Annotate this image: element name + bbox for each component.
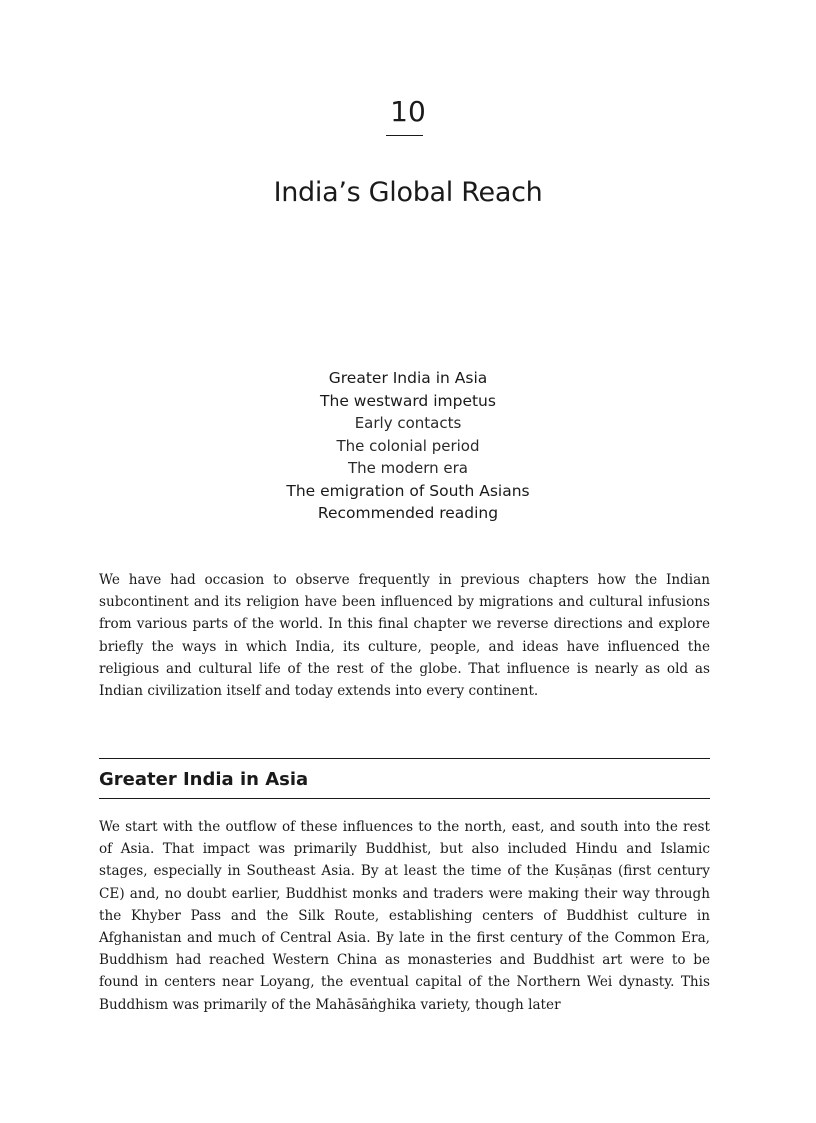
contents-item: Greater India in Asia xyxy=(328,369,488,387)
section-heading-rule-top xyxy=(99,758,710,759)
contents-item: The westward impetus xyxy=(320,391,496,410)
contents-subitem: Early contacts xyxy=(354,414,462,432)
section-heading-rule-bottom xyxy=(99,798,710,799)
contents-subitem: The modern era xyxy=(348,459,468,477)
chapter-contents xyxy=(0,367,816,525)
contents-item: The emigration of South Asians xyxy=(286,481,530,500)
contents-subitem: The colonial period xyxy=(336,436,480,455)
section-paragraph: We start with the outflow of these influences to the north, east, and south into the rest of Asia. That impact was primarily Buddhist, but also included Hindu and Islamic stages, especially in Southeast Asia. By at least the time of the Kuṣāṇas (first century CE) and, no doubt earlier, Buddhist monks and traders were making their way through the Khyber Pass and the Silk Route, establishing centers of Buddhist culture in Afghanistan and much of Central Asia. By late in the first century of the Common Era, Buddhism had reached Western China as monasteries and Buddhist art were to be found in centers near Loyang, the eventual capital of the Northern Wei dynasty. This Buddhism was primarily of the Mahāsāṅghika variety, though later xyxy=(99,819,710,1013)
chapter-number: 10 xyxy=(390,95,426,128)
chapter-title: India’s Global Reach xyxy=(273,177,543,208)
contents-item: Recommended reading xyxy=(317,504,499,522)
intro-paragraph: We have had occasion to observe frequently in previous chapters how the Indian subcontinent and its religion have been influenced by migrations and cultural infusions from various parts of the world. In this final chapter we reverse directions and explore briefly the ways in which India, its culture, people, and ideas have influenced the religious and cultural life of the rest of the globe. That influence is nearly as old as Indian civilization itself and today extends into every continent. xyxy=(99,572,710,700)
section-heading: Greater India in Asia xyxy=(99,769,309,790)
chapter-number-rule xyxy=(386,135,423,136)
